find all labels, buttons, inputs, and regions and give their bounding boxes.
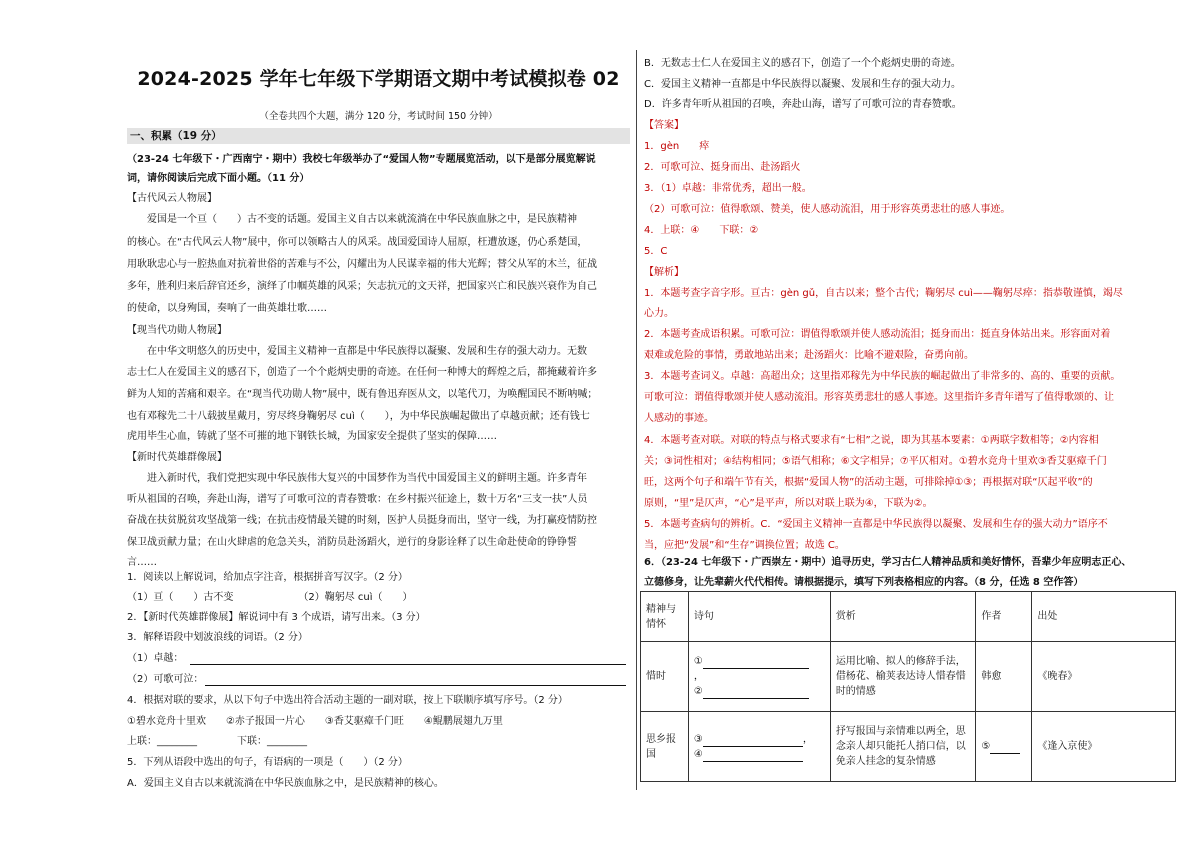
text-line: 2．【新时代英雄群像展】解说词中有 3 个成语，请写出来。（3 分） <box>127 612 426 623</box>
text-line: A．爱国主义自古以来就流淌在中华民族血脉之中，是民族精神的核心。 <box>127 778 444 789</box>
source-cell: 《逢入京使》 <box>1032 712 1176 782</box>
blank-label: ① <box>693 656 703 667</box>
blank-label: ④ <box>693 748 703 760</box>
text-line: （1）卓越： <box>127 653 184 664</box>
text-line: 奋战在扶贫脱贫攻坚战第一线；在抗击疫情最关键的时刻，医护人员挺身而出，坚守一线，为打赢疫情防控 <box>127 515 597 526</box>
answer-line: 4．本题考查对联。对联的特点与格式要求有“七相”之说，即为其基本要素：①两联字数相等；②内容相 <box>644 435 1099 446</box>
table-row <box>641 642 1176 712</box>
answer-line: 艰难或危险的事情，勇敢地站出来；赴汤蹈火：比喻不避艰险，奋勇向前。 <box>644 350 974 361</box>
text-line: 1．阅读以上解说词，给加点字注音，根据拼音写汉字。（2 分） <box>127 572 408 583</box>
text-line: 的使命，以身殉国，奏响了一曲英雄壮歌…… <box>127 303 327 314</box>
text-line: 多年，胜利归来后辞官还乡，演绎了巾帼英雄的风采；矢志抗元的文天祥，把国家兴亡和民族兴衰作为自己 <box>127 281 597 292</box>
table-header: 出处 <box>1032 592 1176 642</box>
poem-comma: ， <box>802 733 813 745</box>
answer-line: 3．（1）卓越：非常优秀，超出一般。 <box>644 183 812 194</box>
table-header: 诗句 <box>688 592 830 642</box>
text-line: 3．解释语段中划波浪线的词语。（2 分） <box>127 632 308 643</box>
poem-comma: ， <box>693 671 704 682</box>
blank-label: ⑤ <box>981 741 991 752</box>
answer-blank-2[interactable] <box>703 687 809 699</box>
answer-line: 4．上联：④ 下联：② <box>644 225 759 236</box>
text-line: 用耿耿忠心与一腔热血对抗着世俗的苦难与不公，闪耀出为人民谋幸福的伟大光辉；替父从军的木兰，征战 <box>127 259 597 270</box>
table-header: 作者 <box>976 592 1032 642</box>
text-line: 也有邓稼先二十八载披星戴月，穷尽终身鞠躬尽 cuì（ ），为中华民族崛起做出了卓越贡献；还有钱七 <box>127 411 590 422</box>
text-line: （1）亘（ ）古不变 （2）鞠躬尽 cuì（ ） <box>127 592 413 603</box>
text-line: 鲜为人知的苦痛和艰辛。在“现当代功勋人物”展中，既有鲁迅弃医从文，以笔代刀，为唤醒国民不断呐喊； <box>127 389 598 400</box>
exam-info: （全卷共四个大题，满分 120 分，考试时间 150 分钟） <box>259 111 498 122</box>
answer-line: 【解析】 <box>644 267 684 278</box>
answer-line: 立德修身，让先辈薪火代代相传。请根据提示，填写下列表格相应的内容。（8 分，任选 8 空作答） <box>644 577 1084 588</box>
answer-line: 原则，“里”是仄声，“心”是平声，所以对联上联为④，下联为②。 <box>644 498 933 509</box>
blank-label: ③ <box>693 733 703 745</box>
text-line: 保卫战贡献力量；在山火肆虐的危急关头，消防员赴汤蹈火，逆行的身影诠释了以生命赴使命的铮铮誓 <box>127 537 577 548</box>
answer-line: 人感动的事迹。 <box>644 413 714 424</box>
text-line: 【新时代英雄群像展】 <box>127 452 227 463</box>
answer-line-blank[interactable] <box>190 664 626 665</box>
answer-line: 1．gèn 瘁 <box>644 141 710 152</box>
answer-line: 5．C <box>644 246 668 257</box>
analysis-cell: 抒写报国与亲情难以两全，思念亲人却只能托人捎口信，以免亲人挂念的复杂情感 <box>830 712 976 782</box>
answer-line: （2）可歌可泣：值得歌颂、赞美，使人感动流泪，用于形容英勇悲壮的感人事迹。 <box>644 204 1011 215</box>
text-line: 言…… <box>127 557 157 568</box>
answer-line: 心力。 <box>644 308 674 319</box>
page-title: 2024-2025 学年七年级下学期语文期中考试模拟卷 02 <box>137 68 620 90</box>
answer-line: 旺，这两个句子和端午节有关，根据“爱国人物”的活动主题，可排除掉①③；再根据对联“仄起平收”的 <box>644 477 1093 488</box>
text-line: （23-24 七年级下・广西南宁・期中）我校七年级举办了“爱国人物”专题展览活动，以下是部分展览解说 <box>127 154 596 165</box>
answer-line: 当，应把“发展”和“生存”调换位置；故选 C。 <box>644 540 845 551</box>
analysis-cell: 运用比喻、拟人的修辞手法，借杨花、榆荚表达诗人惜春惜时的情感 <box>830 642 976 712</box>
answer-blank-4[interactable] <box>703 750 803 762</box>
text-line: 【现当代功勋人物展】 <box>127 325 227 336</box>
author-cell: 韩愈 <box>976 642 1032 712</box>
text-line: 听从祖国的召唤，奔赴山海，谱写了可歌可泣的青春赞歌：在乡村振兴征途上，数十万名“三支一扶”人员 <box>127 494 588 505</box>
poetry-table <box>640 591 1176 782</box>
text-line: 虎用毕生心血，铸就了坚不可摧的地下钢铁长城，为国家安全提供了坚实的保障…… <box>127 431 497 442</box>
text-line: 5．下列从语段中选出的句子，有语病的一项是（ ）（2 分） <box>127 757 408 768</box>
text-line: 进入新时代，我们党把实现中华民族伟大复兴的中国梦作为当代中国爱国主义的鲜明主题。许多青年 <box>127 473 587 484</box>
text-line: 爱国是一个亘（ ）古不变的话题。爱国主义自古以来就流淌在中华民族血脉之中，是民族精神 <box>127 214 577 225</box>
answer-line: 6．（23-24 七年级下・广西崇左・期中）追寻历史，学习古仁人精神品质和美好情怀，吾辈少年应明志正心、 <box>644 557 1132 568</box>
author-cell <box>976 712 1032 782</box>
option-line: B．无数志士仁人在爱国主义的感召下，创造了一个个彪炳史册的奇迹。 <box>644 58 961 69</box>
text-line: 志士仁人在爱国主义的感召下，创造了一个个彪炳史册的奇迹。在任何一种博大的辉煌之后，都掩藏着许多 <box>127 367 597 378</box>
answer-line: 【答案】 <box>644 120 684 131</box>
poem-cell <box>688 642 830 712</box>
answer-blank-5[interactable] <box>990 742 1020 754</box>
spirit-cell: 思乡报国 <box>641 712 689 782</box>
answer-line: 关；③词性相对；④结构相同；⑤语气相称；⑥文字相异；⑦平仄相对。①碧水竞舟十里欢③香艾驱瘴千门 <box>644 456 1107 467</box>
answer-blank-3[interactable] <box>703 735 803 747</box>
source-cell: 《晚春》 <box>1032 642 1176 712</box>
option-line: C．爱国主义精神一直都是中华民族得以凝聚、发展和生存的强大动力。 <box>644 79 961 90</box>
text-line: 在中华文明悠久的历史中，爱国主义精神一直都是中华民族得以凝聚、发展和生存的强大动力。无数 <box>127 346 587 357</box>
answer-line: 5．本题考查病句的辨析。C．“爱国主义精神一直都是中华民族得以凝聚、发展和生存的强大动力”语序不 <box>644 519 1108 530</box>
poem-cell <box>688 712 830 782</box>
section-heading: 一、积累（19 分） <box>127 128 630 144</box>
column-divider <box>636 50 637 790</box>
answer-line: 3．本题考查词义。卓越：高超出众；这里指邓稼先为中华民族的崛起做出了非常多的、高的、重要的贡献。 <box>644 371 1121 382</box>
blank-label: ② <box>693 686 703 697</box>
text-line: 词，请你阅读后完成下面小题。（11 分） <box>127 173 310 184</box>
answer-blank-1[interactable] <box>703 657 809 669</box>
answer-line: 2．可歌可泣、挺身而出、赴汤蹈火 <box>644 162 801 173</box>
text-line: 【古代风云人物展】 <box>127 193 217 204</box>
text-line: 4．根据对联的要求，从以下句子中选出符合活动主题的一副对联，按上下联顺序填写序号。（2 分） <box>127 695 568 706</box>
answer-line: 2．本题考查成语积累。可歌可泣：谓值得歌颂并使人感动流泪；挺身而出：挺直身体站出来。形容面对着 <box>644 329 1111 340</box>
answer-line-blank[interactable] <box>205 685 626 686</box>
answer-line: 可歌可泣：谓值得歌颂并使人感动流泪。形容英勇悲壮的感人事迹。这里指许多青年谱写了值得歌颂的、让 <box>644 392 1114 403</box>
text-line: 的核心。在“古代风云人物”展中，你可以领略古人的风采。战国爱国诗人屈原，枉遭放逐，仍心系楚国， <box>127 237 588 248</box>
text-line: 上联：________ 下联：________ <box>127 736 307 747</box>
answer-line: 1．本题考查字音字形。亘古：gèn gǔ，自古以来；整个古代；鞠躬尽 cuì——鞠躬尽瘁：指恭敬谨慎，竭尽 <box>644 288 1123 299</box>
table-row <box>641 712 1176 782</box>
text-line: ①碧水竞舟十里欢 ②赤子报国一片心 ③香艾驱瘴千门旺 ④鲲鹏展翅九万里 <box>127 716 503 727</box>
text-line: （2）可歌可泣： <box>127 674 204 685</box>
table-header: 精神与情怀 <box>641 592 689 642</box>
spirit-cell: 惜时 <box>641 642 689 712</box>
table-header: 赏析 <box>830 592 976 642</box>
table-header-row <box>641 592 1176 642</box>
option-line: D．许多青年听从祖国的召唤，奔赴山海，谱写了可歌可泣的青春赞歌。 <box>644 99 962 110</box>
